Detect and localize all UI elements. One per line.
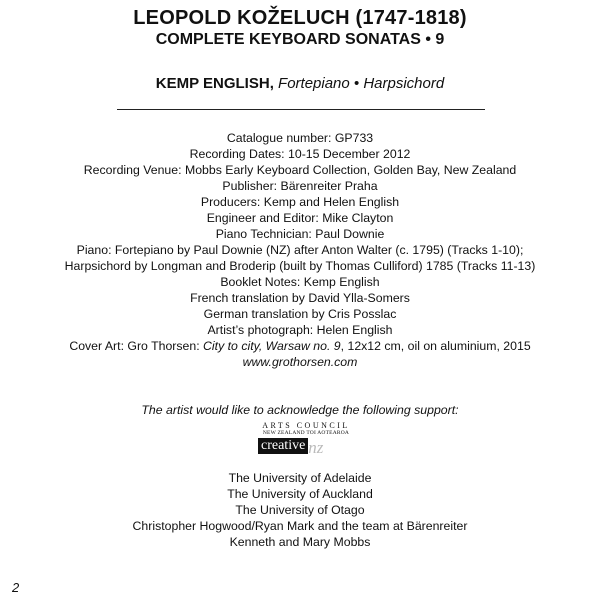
page-subtitle: COMPLETE KEYBOARD SONATAS • 9 (155, 31, 445, 48)
logo-line1: ARTS COUNCIL (262, 421, 350, 430)
supporters-list (0, 470, 600, 550)
acknowledgement-text: The artist would like to acknowledge the following support: (141, 403, 459, 417)
supporter: The University of Otago (235, 503, 365, 517)
website-link[interactable]: www.grothorsen.com (242, 355, 358, 369)
performer-name: KEMP ENGLISH, (155, 75, 274, 92)
credits-list (0, 130, 600, 370)
credit-line: Recording Dates: 10-15 December 2012 (189, 147, 411, 161)
credit-line: Artist’s photograph: Helen English (207, 323, 393, 337)
arts-council-logo (258, 421, 354, 467)
cover-art-prefix: Cover Art: Gro Thorsen: (69, 339, 204, 353)
credit-line: Catalogue number: GP733 (226, 131, 374, 145)
credit-line: German translation by Cris Posslac (203, 307, 397, 321)
logo-suffix: nz (308, 438, 324, 457)
cover-art-work: City to city, Warsaw no. 9 (203, 339, 341, 353)
credit-line: Piano: Fortepiano by Paul Downie (NZ) after Anton Walter (c. 1795) (Tracks 1-10); (76, 243, 524, 257)
performer-instruments: Fortepiano • Harpsichord (278, 75, 445, 92)
cover-art-credit (0, 338, 600, 354)
logo-word: creative (258, 438, 308, 454)
credit-line: Engineer and Editor: Mike Clayton (206, 211, 394, 225)
page-title: LEOPOLD KOŽELUCH (1747-1818) (133, 7, 467, 29)
credit-line: Publisher: Bärenreiter Praha (222, 179, 378, 193)
logo-line2: NEW ZEALAND TOI AOTEAROA (262, 430, 350, 436)
supporter: Christopher Hogwood/Ryan Mark and the team at Bärenreiter (132, 519, 468, 533)
credit-line: Producers: Kemp and Helen English (200, 195, 400, 209)
supporter: The University of Adelaide (228, 471, 372, 485)
credit-line: French translation by David Ylla-Somers (190, 291, 410, 305)
page-number: 2 (12, 580, 20, 595)
credit-line: Recording Venue: Mobbs Early Keyboard Collection, Golden Bay, New Zealand (83, 163, 517, 177)
cover-art-suffix: , 12x12 cm, oil on aluminium, 2015 (340, 339, 531, 353)
divider (117, 109, 485, 110)
supporter: The University of Auckland (227, 487, 373, 501)
performer-line (0, 75, 600, 92)
credit-line: Piano Technician: Paul Downie (215, 227, 385, 241)
credit-line: Booklet Notes: Kemp English (220, 275, 380, 289)
credit-line: Harpsichord by Longman and Broderip (built by Thomas Culliford) 1785 (Tracks 11-13) (64, 259, 536, 273)
supporter: Kenneth and Mary Mobbs (229, 535, 371, 549)
